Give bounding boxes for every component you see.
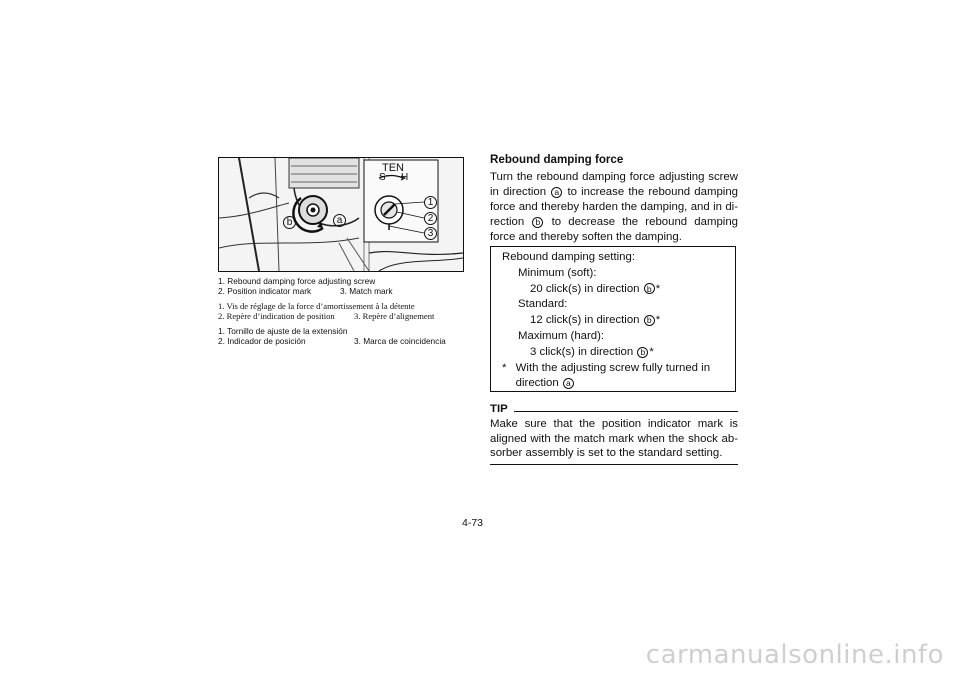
caption-es-item2: 2. Indicador de posición	[218, 336, 306, 346]
note-text: With the adjusting screw fully turned in direction	[515, 361, 711, 390]
body-part3: to decrease the rebound damping force and thereby soften the damping.	[490, 216, 738, 243]
settings-min-value: 20 click(s) in direction	[530, 282, 640, 295]
shock-absorber-illustration	[218, 157, 464, 272]
callout-1: 1	[424, 196, 437, 209]
inset-label-h: H	[401, 172, 409, 183]
caption-es-item3: 3. Marca de coincidencia	[354, 336, 446, 346]
instructions-section	[490, 152, 738, 245]
settings-min-label: Minimum (soft):	[518, 266, 597, 279]
footnote-star: *	[655, 314, 661, 327]
tip-label: TIP	[490, 403, 508, 415]
tip-header	[490, 402, 738, 417]
callout-b: b	[283, 216, 296, 229]
caption-fr-item3: 3. Repère d’alignement	[354, 311, 435, 321]
direction-b-symbol: b	[644, 315, 655, 326]
settings-max-label: Maximum (hard):	[518, 329, 605, 342]
settings-min-row	[502, 282, 735, 298]
tip-section	[490, 402, 738, 465]
callout-3: 3	[424, 227, 437, 240]
footnote-star: *	[649, 345, 654, 358]
caption-french	[218, 301, 468, 321]
direction-b-symbol: b	[644, 283, 655, 294]
callout-2: 2	[424, 212, 437, 225]
footnote-star: *	[655, 282, 661, 295]
body-part1: Turn the rebound damping force adjusting screw in direction	[490, 171, 738, 198]
watermark: carmanualsonline.info	[645, 640, 944, 670]
section-title: Rebound damping force	[490, 153, 624, 166]
caption-es-line1: 1. Tornillo de ajuste de la extensión	[218, 326, 348, 336]
tip-text: Make sure that the position indicator mark is aligned with the match mark when the shock ab-sorber assembly is set to the standard setting.	[490, 417, 738, 460]
damping-settings-box	[490, 246, 736, 392]
caption-fr-line1: 1. Vis de réglage de la force d’amortissement à la détente	[218, 301, 415, 311]
inset-label-tens: TEN	[382, 162, 404, 174]
settings-max-row	[502, 345, 735, 361]
caption-fr-item2: 2. Repère d’indication de position	[218, 311, 335, 321]
direction-b-symbol: b	[532, 217, 543, 228]
direction-a-symbol: a	[563, 378, 574, 389]
caption-en-item2: 2. Position indicator mark	[218, 286, 312, 296]
note-text-wrap	[516, 361, 735, 393]
settings-std-label: Standard:	[518, 298, 568, 311]
body-part2: to increase the rebound damping force and thereby harden the damping, and in di-rection	[490, 186, 738, 228]
tip-bottom-rule	[490, 464, 738, 465]
caption-en-line1: 1. Rebound damping force adjusting screw	[218, 276, 376, 286]
note-star: *	[502, 361, 507, 374]
figure-captions	[218, 276, 468, 351]
tip-rule	[514, 411, 738, 412]
caption-en-item3: 3. Match mark	[340, 286, 393, 296]
direction-b-symbol: b	[637, 347, 648, 358]
settings-max-value: 3 click(s) in direction	[530, 345, 634, 358]
caption-english	[218, 276, 468, 296]
inset-label-s: S	[379, 172, 386, 183]
settings-title: Rebound damping setting:	[502, 251, 635, 263]
settings-note	[502, 361, 735, 393]
settings-std-row	[502, 313, 735, 329]
callout-a: a	[333, 214, 346, 227]
settings-std-value: 12 click(s) in direction	[530, 314, 640, 327]
direction-a-symbol: a	[551, 187, 562, 198]
caption-spanish	[218, 326, 468, 346]
section-body	[490, 170, 738, 245]
page-number: 4-73	[462, 517, 484, 529]
